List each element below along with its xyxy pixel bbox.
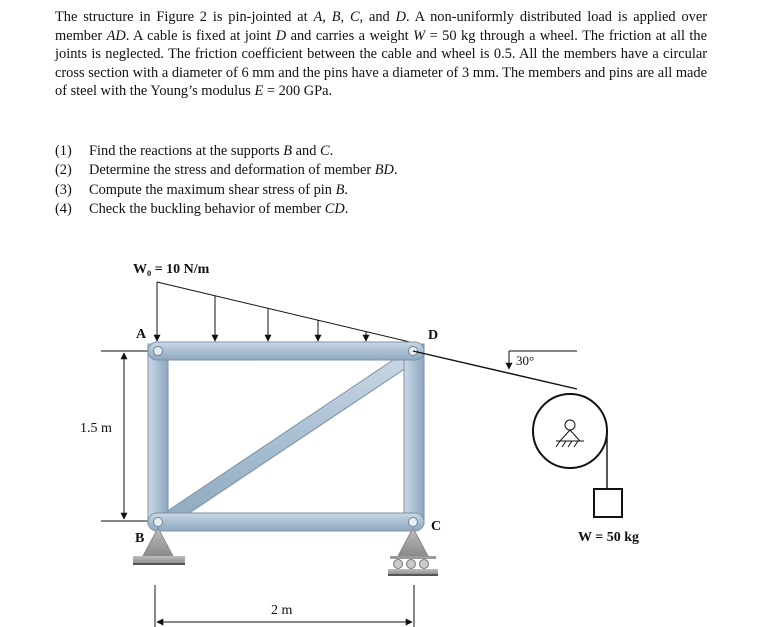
pin-c: [409, 518, 418, 527]
joint-label-b: B: [135, 531, 145, 546]
support-c: [388, 528, 438, 575]
pin-b: [154, 518, 163, 527]
wheel-rim: [533, 394, 607, 468]
problem-statement: The structure in Figure 2 is pin-jointed at A, B, C, and D. A non-uniformly distributed load is applied over member AD. A cable is fixed at joint D and carries a weight W = 50 kg through a wheel. The friction at all the joints is neglected. The friction coefficient between the cable and wheel is 0.5. All the members have a circular cross section with a diameter of 6 mm and the pins have a diameter of 3 mm. The members and pins are all made of steel with the Young’s modulus E = 200 GPa.: [55, 9, 708, 100]
question-item: (1) Find the reactions at the supports B and C.: [55, 143, 334, 159]
joint-label-c: C: [431, 519, 442, 534]
question-item: (4) Check the buckling behavior of member CD.: [55, 200, 349, 217]
member-bc: [148, 513, 424, 531]
angle-label: 30°: [516, 353, 535, 368]
roller: [420, 560, 429, 569]
roller: [394, 560, 403, 569]
truss-members: [148, 342, 424, 531]
width-label: 2 m: [271, 603, 293, 618]
weight-block: [594, 489, 622, 517]
load-label: W₀ = 10 N/m: [133, 262, 210, 277]
weight-label: W = 50 kg: [578, 530, 640, 545]
cable: [413, 351, 577, 389]
question-item: (3) Compute the maximum shear stress of pin B.: [55, 181, 349, 198]
joint-label-a: A: [136, 327, 147, 342]
distributed-load: [157, 282, 414, 343]
question-item: (2) Determine the stress and deformation of member BD.: [55, 162, 398, 179]
member-cd: [404, 344, 424, 524]
height-label: 1.5 m: [80, 421, 112, 436]
member-ab: [148, 344, 168, 524]
pin-a: [154, 347, 163, 356]
load-envelope: [157, 282, 414, 343]
wheel: [533, 394, 607, 468]
joint-label-d: D: [428, 328, 439, 343]
member-ad: [148, 342, 424, 360]
roller: [407, 560, 416, 569]
member-bd: [160, 350, 418, 526]
